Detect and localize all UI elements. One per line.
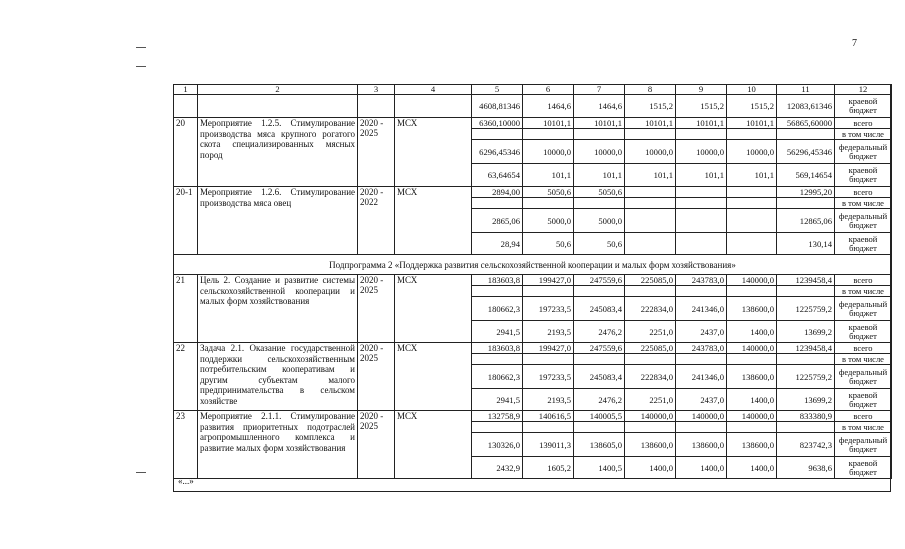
amount-cell: 183603,8	[472, 275, 523, 286]
amount-cell: 1239458,4	[777, 275, 835, 286]
amount-cell: 50,6	[574, 233, 625, 255]
amount-cell: 5050,6	[523, 187, 574, 198]
amount-cell: 101,1	[523, 164, 574, 187]
amount-cell: 132758,9	[472, 411, 523, 422]
amount-cell: 241346,0	[676, 297, 727, 321]
amount-cell: 140616,5	[523, 411, 574, 422]
amount-cell: 1400,0	[625, 457, 676, 479]
amount-cell: 222834,0	[625, 365, 676, 389]
amount-cell: 1225759,2	[777, 365, 835, 389]
amount-cell: 2193,5	[523, 389, 574, 411]
amount-cell	[574, 129, 625, 140]
amount-cell	[472, 354, 523, 365]
measure-description: Задача 2.1. Оказание государственной поддержки сельскохозяйственным потребительским кооперативам и другим субъектам малого предпринимательства в сельском хозяйстве	[198, 343, 358, 411]
amount-cell	[472, 129, 523, 140]
amount-cell: 10101,1	[523, 118, 574, 129]
amount-cell: 140000,0	[727, 275, 777, 286]
amount-cell: 245083,4	[574, 297, 625, 321]
amount-cell: 1400,0	[727, 389, 777, 411]
amount-cell: 10000,0	[676, 140, 727, 164]
amount-cell	[676, 286, 727, 297]
source-cell: краевой бюджет	[835, 457, 892, 479]
amount-cell	[472, 422, 523, 433]
amount-cell: 569,14654	[777, 164, 835, 187]
amount-cell: 101,1	[727, 164, 777, 187]
amount-cell: 225085,0	[625, 343, 676, 354]
amount-cell: 1464,6	[574, 95, 625, 118]
amount-cell	[676, 129, 727, 140]
amount-cell: 140000,0	[727, 343, 777, 354]
amount-cell	[676, 187, 727, 198]
amount-cell: 101,1	[625, 164, 676, 187]
amount-cell	[523, 286, 574, 297]
amount-cell: 2193,5	[523, 321, 574, 343]
amount-cell: 183603,8	[472, 343, 523, 354]
amount-cell: 199427,0	[523, 343, 574, 354]
amount-cell	[472, 198, 523, 209]
table-row	[174, 118, 892, 129]
table-row	[174, 187, 892, 198]
row-number: 22	[174, 343, 198, 411]
amount-cell	[777, 198, 835, 209]
source-cell: в том числе	[835, 198, 892, 209]
amount-cell: 138600,0	[625, 433, 676, 457]
amount-cell	[676, 233, 727, 255]
executor-cell: МСХ	[395, 118, 472, 187]
amount-cell: 1605,2	[523, 457, 574, 479]
amount-cell: 222834,0	[625, 297, 676, 321]
amount-cell: 2432,9	[472, 457, 523, 479]
amount-cell: 1400,0	[727, 321, 777, 343]
column-header: 4	[395, 85, 472, 95]
amount-cell: 13699,2	[777, 389, 835, 411]
amount-cell	[727, 354, 777, 365]
amount-cell: 28,94	[472, 233, 523, 255]
amount-cell: 2476,2	[574, 321, 625, 343]
amount-cell	[727, 187, 777, 198]
amount-cell	[625, 209, 676, 233]
empty-cell	[358, 95, 395, 118]
continuation-row	[174, 95, 892, 118]
period-cell: 2020 - 2025	[358, 118, 395, 187]
header-row	[174, 85, 892, 95]
amount-cell: 12995,20	[777, 187, 835, 198]
amount-cell	[574, 198, 625, 209]
amount-cell: 1515,2	[625, 95, 676, 118]
amount-cell: 1464,6	[523, 95, 574, 118]
empty-cell	[198, 95, 358, 118]
amount-cell	[676, 209, 727, 233]
amount-cell	[625, 286, 676, 297]
amount-cell	[777, 129, 835, 140]
row-number: 23	[174, 411, 198, 479]
column-header: 5	[472, 85, 523, 95]
column-header: 6	[523, 85, 574, 95]
amount-cell: 138600,0	[727, 433, 777, 457]
measure-description: Мероприятие 2.1.1. Стимулирование развития приоритетных подотраслей агропромышленного комплекса и развитие малых форм хозяйствования	[198, 411, 358, 479]
source-cell: в том числе	[835, 422, 892, 433]
amount-cell: 130326,0	[472, 433, 523, 457]
amount-cell	[676, 354, 727, 365]
amount-cell: 56296,45346	[777, 140, 835, 164]
amount-cell	[523, 354, 574, 365]
funding-table	[173, 84, 892, 479]
source-cell: всего	[835, 187, 892, 198]
amount-cell: 10000,0	[727, 140, 777, 164]
table-row	[174, 343, 892, 354]
column-header: 2	[198, 85, 358, 95]
amount-cell: 2941,5	[472, 321, 523, 343]
amount-cell: 140005,5	[574, 411, 625, 422]
amount-cell	[472, 286, 523, 297]
amount-cell	[625, 187, 676, 198]
executor-cell: МСХ	[395, 187, 472, 255]
column-header: 8	[625, 85, 676, 95]
executor-cell: МСХ	[395, 343, 472, 411]
amount-cell: 823742,3	[777, 433, 835, 457]
source-cell: в том числе	[835, 354, 892, 365]
margin-mark	[136, 472, 146, 473]
amount-cell: 10101,1	[727, 118, 777, 129]
source-cell: краевой бюджет	[835, 321, 892, 343]
row-number: 21	[174, 275, 198, 343]
amount-cell	[574, 422, 625, 433]
amount-cell: 1225759,2	[777, 297, 835, 321]
amount-cell: 197233,5	[523, 365, 574, 389]
amount-cell: 243783,0	[676, 343, 727, 354]
amount-cell: 2437,0	[676, 321, 727, 343]
amount-cell	[676, 198, 727, 209]
amount-cell: 225085,0	[625, 275, 676, 286]
amount-cell: 4608,81346	[472, 95, 523, 118]
measure-description: Мероприятие 1.2.5. Стимулирование производства мяса крупного рогатого скота специализированных мясных пород	[198, 118, 358, 187]
column-header: 7	[574, 85, 625, 95]
amount-cell	[523, 422, 574, 433]
amount-cell: 2894,00	[472, 187, 523, 198]
amount-cell: 10000,0	[625, 140, 676, 164]
column-header: 11	[777, 85, 835, 95]
amount-cell	[727, 129, 777, 140]
amount-cell	[727, 286, 777, 297]
source-cell: федеральный бюджет	[835, 140, 892, 164]
amount-cell	[727, 422, 777, 433]
period-cell: 2020 - 2025	[358, 343, 395, 411]
column-header: 1	[174, 85, 198, 95]
amount-cell: 50,6	[523, 233, 574, 255]
amount-cell: 2437,0	[676, 389, 727, 411]
column-header: 9	[676, 85, 727, 95]
table-row	[174, 275, 892, 286]
amount-cell	[523, 129, 574, 140]
amount-cell: 12865,06	[777, 209, 835, 233]
amount-cell: 138605,0	[574, 433, 625, 457]
amount-cell: 5000,0	[523, 209, 574, 233]
amount-cell: 1400,0	[727, 457, 777, 479]
ellipsis-mark: «...»	[178, 476, 194, 486]
amount-cell	[625, 354, 676, 365]
source-cell: в том числе	[835, 286, 892, 297]
subprogram-title: Подпрограмма 2 «Поддержка развития сельскохозяйственной кооперации и малых форм хозяйствования»	[174, 255, 892, 275]
amount-cell: 139011,3	[523, 433, 574, 457]
executor-cell: МСХ	[395, 411, 472, 479]
amount-cell: 138600,0	[727, 297, 777, 321]
amount-cell: 247559,6	[574, 343, 625, 354]
amount-cell: 140000,0	[727, 411, 777, 422]
source-cell: всего	[835, 343, 892, 354]
amount-cell: 199427,0	[523, 275, 574, 286]
amount-cell	[625, 129, 676, 140]
subprogram-row	[174, 255, 892, 275]
executor-cell: МСХ	[395, 275, 472, 343]
amount-cell: 140000,0	[625, 411, 676, 422]
amount-cell: 243783,0	[676, 275, 727, 286]
amount-cell: 138600,0	[727, 365, 777, 389]
amount-cell	[727, 198, 777, 209]
amount-cell: 833380,9	[777, 411, 835, 422]
row-number: 20-1	[174, 187, 198, 255]
amount-cell	[676, 422, 727, 433]
amount-cell: 247559,6	[574, 275, 625, 286]
column-header: 12	[835, 85, 892, 95]
amount-cell: 1400,5	[574, 457, 625, 479]
empty-cell	[395, 95, 472, 118]
amount-cell: 140000,0	[676, 411, 727, 422]
amount-cell: 138600,0	[676, 433, 727, 457]
period-cell: 2020 - 2025	[358, 411, 395, 479]
source-cell: всего	[835, 411, 892, 422]
source-cell: краевой бюджет	[835, 95, 892, 118]
amount-cell: 5050,6	[574, 187, 625, 198]
amount-cell: 10101,1	[676, 118, 727, 129]
amount-cell	[625, 233, 676, 255]
source-cell: всего	[835, 275, 892, 286]
amount-cell: 56865,60000	[777, 118, 835, 129]
source-cell: всего	[835, 118, 892, 129]
source-cell: краевой бюджет	[835, 164, 892, 187]
amount-cell: 2251,0	[625, 389, 676, 411]
amount-cell: 5000,0	[574, 209, 625, 233]
amount-cell: 101,1	[676, 164, 727, 187]
table-row	[174, 411, 892, 422]
source-cell: краевой бюджет	[835, 389, 892, 411]
period-cell: 2020 - 2022	[358, 187, 395, 255]
amount-cell: 1400,0	[676, 457, 727, 479]
amount-cell: 1239458,4	[777, 343, 835, 354]
column-header: 3	[358, 85, 395, 95]
amount-cell	[777, 422, 835, 433]
amount-cell: 10101,1	[574, 118, 625, 129]
amount-cell: 12083,61346	[777, 95, 835, 118]
amount-cell: 2941,5	[472, 389, 523, 411]
amount-cell: 13699,2	[777, 321, 835, 343]
source-cell: краевой бюджет	[835, 233, 892, 255]
amount-cell: 10101,1	[625, 118, 676, 129]
amount-cell: 63,64654	[472, 164, 523, 187]
amount-cell: 2476,2	[574, 389, 625, 411]
amount-cell: 245083,4	[574, 365, 625, 389]
measure-description: Цель 2. Создание и развитие системы сельскохозяйственной кооперации и малых форм хозяйствования	[198, 275, 358, 343]
amount-cell: 130,14	[777, 233, 835, 255]
margin-mark	[136, 47, 146, 48]
amount-cell: 101,1	[574, 164, 625, 187]
amount-cell	[523, 198, 574, 209]
page-number: 7	[852, 38, 857, 49]
amount-cell: 10000,0	[523, 140, 574, 164]
margin-mark	[136, 66, 146, 67]
source-cell: федеральный бюджет	[835, 209, 892, 233]
amount-cell: 180662,3	[472, 297, 523, 321]
amount-cell: 6296,45346	[472, 140, 523, 164]
amount-cell: 197233,5	[523, 297, 574, 321]
amount-cell: 10000,0	[574, 140, 625, 164]
source-cell: федеральный бюджет	[835, 297, 892, 321]
amount-cell: 2865,06	[472, 209, 523, 233]
measure-description: Мероприятие 1.2.6. Стимулирование производства мяса овец	[198, 187, 358, 255]
amount-cell	[574, 286, 625, 297]
period-cell: 2020 - 2025	[358, 275, 395, 343]
empty-cell	[174, 95, 198, 118]
amount-cell	[727, 233, 777, 255]
column-header: 10	[727, 85, 777, 95]
amount-cell	[777, 286, 835, 297]
amount-cell: 1515,2	[727, 95, 777, 118]
source-cell: федеральный бюджет	[835, 433, 892, 457]
amount-cell	[625, 198, 676, 209]
row-number: 20	[174, 118, 198, 187]
amount-cell: 6360,10000	[472, 118, 523, 129]
amount-cell	[727, 209, 777, 233]
amount-cell: 1515,2	[676, 95, 727, 118]
amount-cell: 2251,0	[625, 321, 676, 343]
amount-cell: 180662,3	[472, 365, 523, 389]
source-cell: в том числе	[835, 129, 892, 140]
source-cell: федеральный бюджет	[835, 365, 892, 389]
amount-cell: 241346,0	[676, 365, 727, 389]
amount-cell: 9638,6	[777, 457, 835, 479]
amount-cell	[777, 354, 835, 365]
amount-cell	[625, 422, 676, 433]
amount-cell	[574, 354, 625, 365]
